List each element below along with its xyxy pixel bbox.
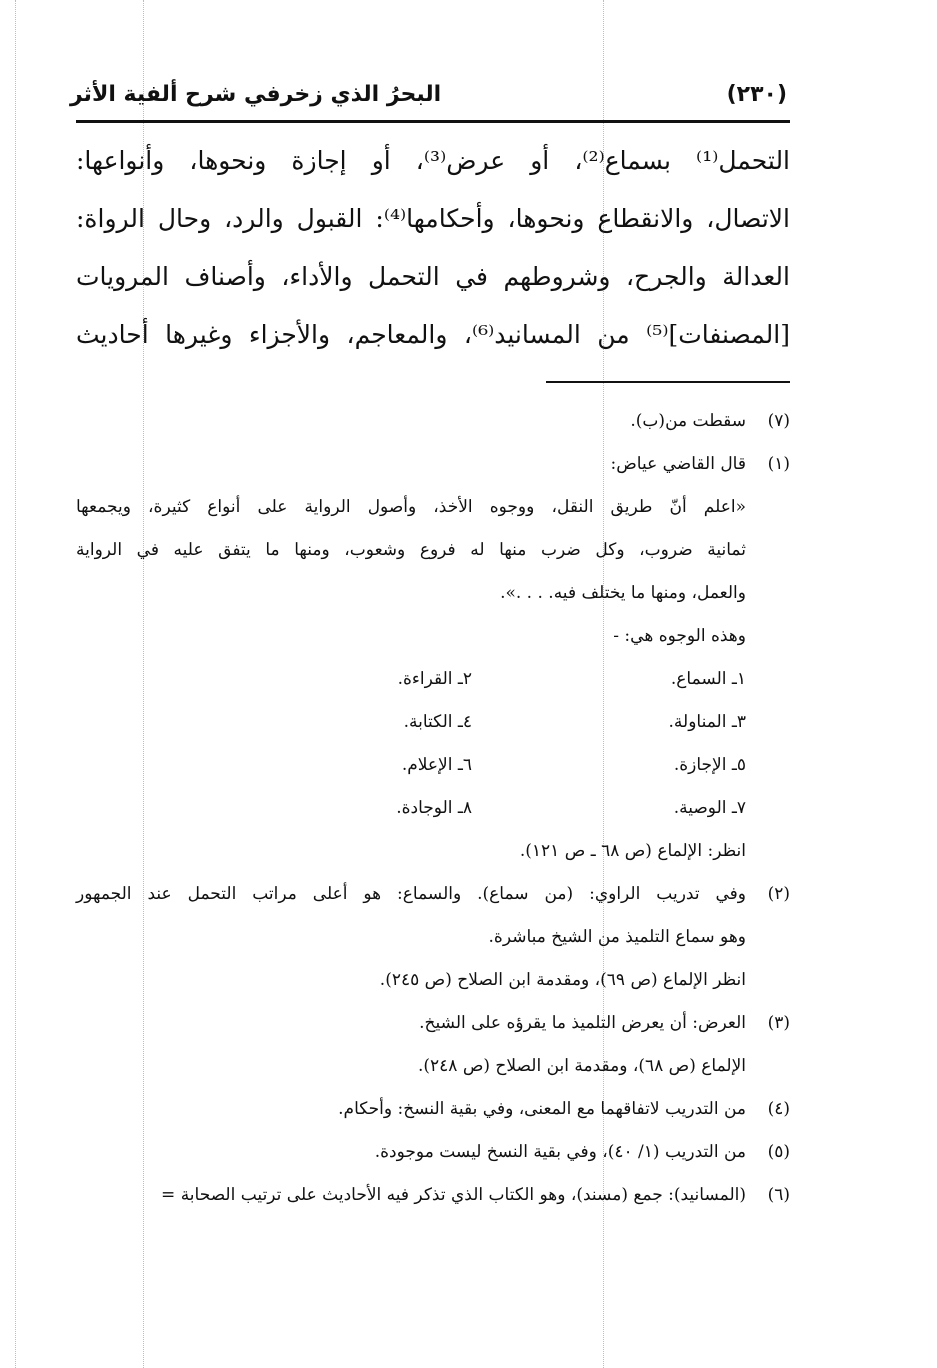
footnote-number: (٦) [767,1185,790,1205]
body-line: [المصنفات]⁽⁵⁾ من المسانيد⁽⁶⁾، والمعاجم، والأجزاء وغيرها أحاديث [76,320,790,349]
footnote-text-line: وهو سماع التلميذ من الشيخ مباشرة. [488,927,746,947]
footnote-4 [76,1088,790,1131]
footnote-text: العرض: أن يعرض التلميذ ما يقرؤه على الشيخ. [419,1013,746,1033]
footnote-number: (١) [767,454,790,474]
footnote-number: (٤) [767,1099,790,1119]
method-item: ٤ـ الكتابة. [403,712,472,732]
method-item: ٢ـ القراءة. [397,669,472,689]
footnote-text: قال القاضي عياض: [610,454,746,474]
main-body-text [76,132,790,364]
footnote-7 [76,400,790,443]
footnote-1 [76,443,790,486]
footnote-number: (٥) [767,1142,790,1162]
footnote-quote-line: والعمل، ومنها ما يختلف فيه. . . .». [500,583,746,603]
page-header [70,78,787,118]
footnote-number: (٧) [767,411,790,431]
footnote-reference: انظر: الإلماع (ص ٦٨ ـ ص ١٢١). [519,841,746,861]
footnote-text: من التدريب لاتفاقهما مع المعنى، وفي بقية النسخ: وأحكام. [338,1099,746,1119]
method-item: ٧ـ الوصية. [673,798,746,818]
footnote-text: (المسانيد): جمع (مسند)، وهو الكتاب الذي تذكر فيه الأحاديث على ترتيب الصحابة = [161,1185,746,1205]
page-number: (٢٣٠) [726,82,787,107]
methods-row [76,658,790,701]
body-line: التحمل⁽¹⁾ بسماع⁽²⁾، أو عرض⁽³⁾، أو إجازة ونحوها، وأنواعها: [76,146,791,175]
footnote-5 [76,1131,790,1174]
footnote-6 [76,1174,790,1217]
body-line: الاتصال، والانقطاع ونحوها، وأحكامها⁽⁴⁾: القبول والرد، وحال الرواة: [76,204,790,233]
methods-row [76,787,790,830]
body-line: العدالة والجرح، وشروطهم في التحمل والأداء، وأصناف المرويات [76,262,790,291]
footnote-2 [76,873,790,916]
footnote-quote-line: «اعلم أنّ طريق النقل، ووجوه الأخذ، وأصول الرواية على أنواع كثيرة، ويجمعها [76,497,746,517]
book-title: البحرُ الذي زخرفي شرح ألفية الأثر [70,82,442,107]
footnote-number: (٣) [767,1013,790,1033]
method-item: ٦ـ الإعلام. [401,755,472,775]
footnote-text: وفي تدريب الراوي: (من سماع). والسماع: هو أعلى مراتب التحمل عند الجمهور [76,884,746,904]
footnote-list-intro: وهذه الوجوه هي: - [613,626,746,646]
footnote-3 [76,1002,790,1045]
scan-artifact-line [15,0,16,1368]
footnote-text: سقطت من(ب). [630,411,746,431]
method-item: ٥ـ الإجازة. [673,755,746,775]
footnote-text: من التدريب (١/ ٤٠)، وفي بقية النسخ ليست موجودة. [374,1142,746,1162]
header-rule [76,120,790,123]
method-item: ٨ـ الوجادة. [396,798,472,818]
footnote-number: (٢) [767,884,790,904]
footnote-reference: الإلماع (ص ٦٨)، ومقدمة ابن الصلاح (ص ٢٤٨). [417,1056,746,1076]
footnote-separator [546,381,790,383]
footnote-quote-line: ثمانية ضروب، وكل ضرب منها له فروع وشعوب، ومنها ما يتفق عليه في الرواية [76,540,746,560]
footnote-reference: انظر الإلماع (ص ٦٩)، ومقدمة ابن الصلاح (ص ٢٤٥). [379,970,746,990]
method-item: ٣ـ المناولة. [668,712,746,732]
methods-row [76,744,790,787]
methods-row [76,701,790,744]
method-item: ١ـ السماع. [670,669,746,689]
